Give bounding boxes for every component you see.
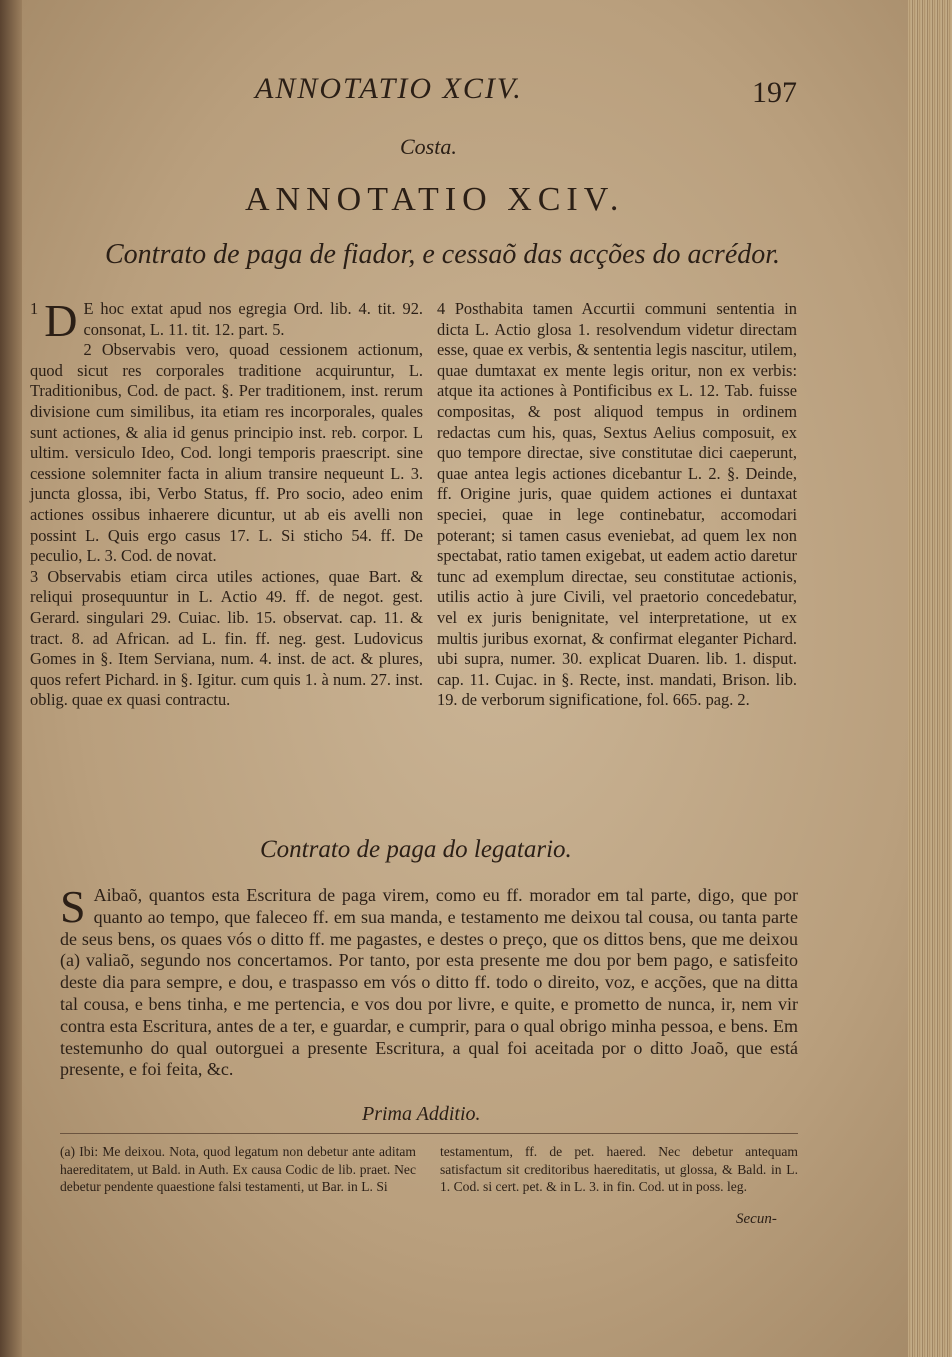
paragraph-2: 2 Observabis vero, quoad cessionem actionum, quod sicut res corporales traditione acquiruntur, L. Traditionibus, Cod. de pact. §. Per traditionem, inst. rerum divisione cum similibus, ita etiam res incorporales, quales sunt actiones, & alia id genus principio inst. reb. corpor. L ultim. versiculo Ideo, Cod. longi temporis praescript. sine cessione solemniter facta in alium transire nequeunt L. 3. juncta glossa, ibi, Verbo Status, ff. Pro socio, adeo enim actiones ossibus inhaerere dicuntur, ut ab eis avelli non possint L. Quis ergo casus 17. L. Si sticho 54. ff. De peculio, L. 3. Cod. de novat. bbox=[30, 340, 423, 566]
paragraph-number: 1 bbox=[30, 299, 39, 318]
running-title: ANNOTATIO XCIV. bbox=[255, 72, 523, 105]
page-edges bbox=[908, 0, 952, 1357]
catchword: Secun- bbox=[736, 1211, 777, 1227]
footnote-right: testamentum, ff. de pet. haered. Nec debetur antequam satisfactum sit creditoribus haereditatis, ut glossa, & Bald. in L. 1. Cod. si cert. pet. & in L. 3. in fin. Cod. ut in poss. leg. bbox=[440, 1144, 798, 1194]
page-number: 197 bbox=[752, 76, 797, 109]
section-title: Contrato de paga de fiador, e cessaõ das acções do acrédor. bbox=[105, 239, 781, 270]
place-heading: Costa. bbox=[400, 134, 457, 159]
left-column bbox=[30, 295, 423, 711]
footnote-divider bbox=[60, 1133, 798, 1134]
section-2-title: Contrato de paga do legatario. bbox=[260, 836, 572, 863]
section-2-body bbox=[60, 881, 798, 1081]
binding-gutter bbox=[0, 0, 22, 1357]
drop-cap-s: S bbox=[60, 881, 86, 932]
paragraph-1 bbox=[30, 295, 423, 346]
paragraph-3: 3 Observabis etiam circa utiles actiones, quae Bart. & reliqui prosequuntur in L. Actio 49. ff. de negot. gest. Gerard. singulari 29. Cuiac. lib. 15. observat. cap. 11. & tract. 8. ad African. ad L. fin. ff. neg. gest. Ludovicus Gomes in §. Item Serviana, num. 4. inst. de act. & plures, quos refert Pichard. in §. Igitur. cum quis 1. à num. 27. inst. oblig. quae ex quasi contractu. bbox=[30, 566, 423, 710]
section-2-text: Aibaõ, quantos esta Escritura de paga virem, como eu ff. morador em tal parte, digo, que por quanto ao tempo, que faleceo ff. em sua manda, e testamento me deixou tal cousa, ou tanta parte de seus bens, os quaes vós o ditto ff. me pagastes, e destes o preço, que os dittos bens, que me deixou (a) valiaõ, segundo nos concertamos. Por tanto, por esta presente me dou por bem pago, e satisfeito deste dia para sempre, e dou, e traspasso em vós o ditto ff. todo o direito, voz, e acções, que na ditta tal cousa, e bens tinha, e me pertencia, e vos dou por livre, e quite, e prometto de nunca, ir, nem vir contra esta Escritura, antes de a ter, e guardar, e cumprir, para o qual obrigo minha pessoa, e bens. Em testemunho do qual outorguei a presente Escritura, a qual foi aceitada por o ditto Joaõ, que está presente, e foi feita, &c. bbox=[60, 885, 798, 1080]
main-title: ANNOTATIO XCIV. bbox=[245, 181, 625, 218]
paragraph-1-text: E hoc extat apud nos egregia Ord. lib. 4. tit. 92. consonat, L. 11. tit. 12. part. 5. bbox=[83, 299, 423, 339]
addition-heading: Prima Additio. bbox=[362, 1103, 481, 1125]
footnote-left: (a) Ibi: Me deixou. Nota, quod legatum non debetur ante aditam haereditatem, ut Bald. in Auth. Ex causa Codic de lib. praet. Nec debetur pendente quaestione falsi testamenti, ut Bar. in L. Si bbox=[60, 1144, 416, 1194]
drop-cap: D bbox=[44, 295, 78, 346]
right-column bbox=[437, 299, 797, 711]
paragraph-4: 4 Posthabita tamen Accurtii communi sententia in dicta L. Actio glosa 1. resolvendum videtur directam esse, quae ex verbis, & sententia legis nascitur, utilem, quae dumtaxat ex mente legis oritur, non ex verbis: atque ita actiones à Pontificibus ex L. 12. Tab. fuisse compositas, & post aliquod tempus in ordinem redactas cum his, quas, Sextus Aelius composuit, ex quo tempore directae, sive constitutae dici caeperunt, quae antea legis actiones dicebantur L. 2. §. Deinde, ff. Origine juris, quae quidem actiones ei duntaxat speciei, quae in lege continebatur, accomodari poterant; si tamen casus eveniebat, ad quem lex non spectabat, ratio tamen exigebat, ut eadem actio daretur tunc ad exemplum directae, seu constitutae actionis, utilis actio à jure Civili, vel praetorio concedebatur, vel ex juris benignitate, vel interpretatione, ut ex multis juribus exornat, & confirmat eleganter Pichard. ubi supra, numer. 30. explicat Duaren. lib. 1. disput. cap. 11. Cujac. in §. Recte, inst. mandati, Brison. lib. 19. de verborum significatione, fol. 665. pag. 2. bbox=[437, 299, 797, 710]
